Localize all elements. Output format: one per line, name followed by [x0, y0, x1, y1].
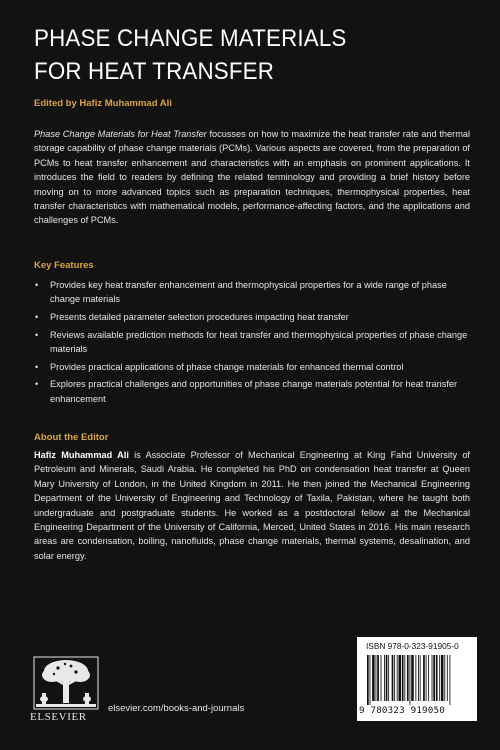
- feature-text: Reviews available prediction methods for heat transfer and thermophysical properties of phase change materials: [50, 329, 468, 354]
- bullet-icon: •: [35, 361, 39, 372]
- isbn-label: ISBN 978-0-323-91905-0: [366, 641, 459, 651]
- feature-item: [34, 310, 470, 324]
- barcode-bar: [381, 655, 382, 701]
- barcode-bar: [449, 655, 450, 705]
- bullet-icon: •: [35, 280, 39, 290]
- barcode-bar: [410, 655, 411, 705]
- feature-item: [34, 377, 470, 406]
- barcode-bar: [367, 655, 369, 705]
- barcode-bar: [432, 655, 433, 701]
- barcode-bar: [415, 655, 416, 701]
- feature-text: Provides key heat transfer enhancement and thermophysical properties for a wide range of phase change materials: [50, 280, 447, 305]
- barcode-bar: [388, 655, 389, 701]
- barcode-bar: [377, 655, 379, 701]
- barcode-bar: [392, 655, 394, 701]
- barcode-bar: [398, 655, 401, 701]
- barcode-bar: [418, 655, 419, 701]
- elsevier-tree-logo-icon: [30, 655, 102, 719]
- barcode-bar: [426, 655, 427, 701]
- key-features-heading: Key Features: [34, 260, 94, 271]
- barcode-bar: [433, 655, 435, 701]
- barcode-bar: [404, 655, 405, 701]
- barcode-bar: [397, 655, 398, 701]
- book-title-italic: Phase Change Materials for Heat Transfer: [34, 129, 207, 139]
- book-description: [34, 127, 470, 228]
- barcode-bar: [441, 655, 444, 701]
- bullet-icon: •: [35, 379, 39, 390]
- editor-credit: Edited by Hafiz Muhammad Ali: [34, 98, 172, 109]
- key-features-list: [34, 278, 470, 409]
- book-title: [34, 22, 443, 88]
- publisher-url: elsevier.com/books-and-journals: [108, 703, 245, 714]
- feature-item: [34, 328, 470, 357]
- barcode-bar: [372, 655, 375, 701]
- barcode-bar: [436, 655, 438, 701]
- about-editor-heading: About the Editor: [34, 432, 109, 443]
- biography-text: is Associate Professor of Mechanical Engineering at King Fahd University of Petroleum and Minerals, Saudi Arabia. He completed his PhD on condensation heat transfer at Queen Mary University of London, in the United Kingdom in 2011. He then joined the Mechanical Engineering Department of the University of Engineering and Technology of Taxila, Pakistan, where he taught both undergraduate and postgraduate students. He worked as a postdoctoral fellow at the Mechanical Engineering Department of the University of California, Merced, United States in 2016. His main research areas are condensation, boiling, nanofluids, phase change materials, thermal systems, desalination, and solar energy.: [34, 450, 470, 561]
- barcode-bar: [444, 655, 445, 701]
- feature-text: Provides practical applications of phase change materials for enhanced thermal control: [50, 361, 404, 372]
- barcode-bar: [407, 655, 409, 701]
- description-text: focusses on how to maximize the heat transfer rate and thermal storage capability of phase change materials (PCMs). Various aspects are covered, from the preparation of PCMs to heat transfer enhancement and characteristics with an emphasis on prominent applications. It introduces the field to readers by defining the related terminology and providing a brief history before moving on to more advanced topics such as preparation techniques, thermophysical properties, heat transfer characteristics with mathematical models, performance-affecting factors, and the applications and challenges of PCMs.: [34, 129, 471, 226]
- barcode-bar: [439, 655, 440, 701]
- publisher-name: ELSEVIER: [30, 711, 87, 723]
- isbn-barcode: [357, 637, 477, 721]
- tree-logo-graphic: [30, 655, 102, 713]
- barcode-bar: [428, 655, 429, 701]
- barcode-bar: [394, 655, 395, 701]
- barcode-number: 9 780323 919050: [359, 705, 445, 716]
- book-title-line-2: FOR HEAT TRANSFER: [34, 58, 275, 85]
- book-title-line-1: PHASE CHANGE MATERIALS: [34, 25, 347, 52]
- barcode-bar: [423, 655, 425, 701]
- barcode-bar: [370, 655, 371, 705]
- feature-item: [34, 278, 470, 307]
- feature-text: Explores practical challenges and opportunities of phase change materials potential for heat transfer enhancement: [50, 379, 458, 404]
- barcode-bar: [376, 655, 377, 701]
- feature-text: Presents detailed parameter selection procedures impacting heat transfer: [50, 312, 349, 322]
- editor-biography: [34, 448, 470, 563]
- barcode-bar: [420, 655, 421, 701]
- editor-name: Hafiz Muhammad Ali: [34, 450, 129, 460]
- barcode-bar: [411, 655, 414, 701]
- bullet-icon: •: [35, 329, 39, 340]
- barcode-bar: [386, 655, 388, 701]
- feature-item: [34, 360, 470, 374]
- barcode-bar: [384, 655, 385, 701]
- barcode-bar: [447, 655, 448, 701]
- bullet-icon: •: [35, 312, 39, 322]
- barcode-bar: [402, 655, 404, 701]
- barcode-bars-icon: [367, 655, 469, 705]
